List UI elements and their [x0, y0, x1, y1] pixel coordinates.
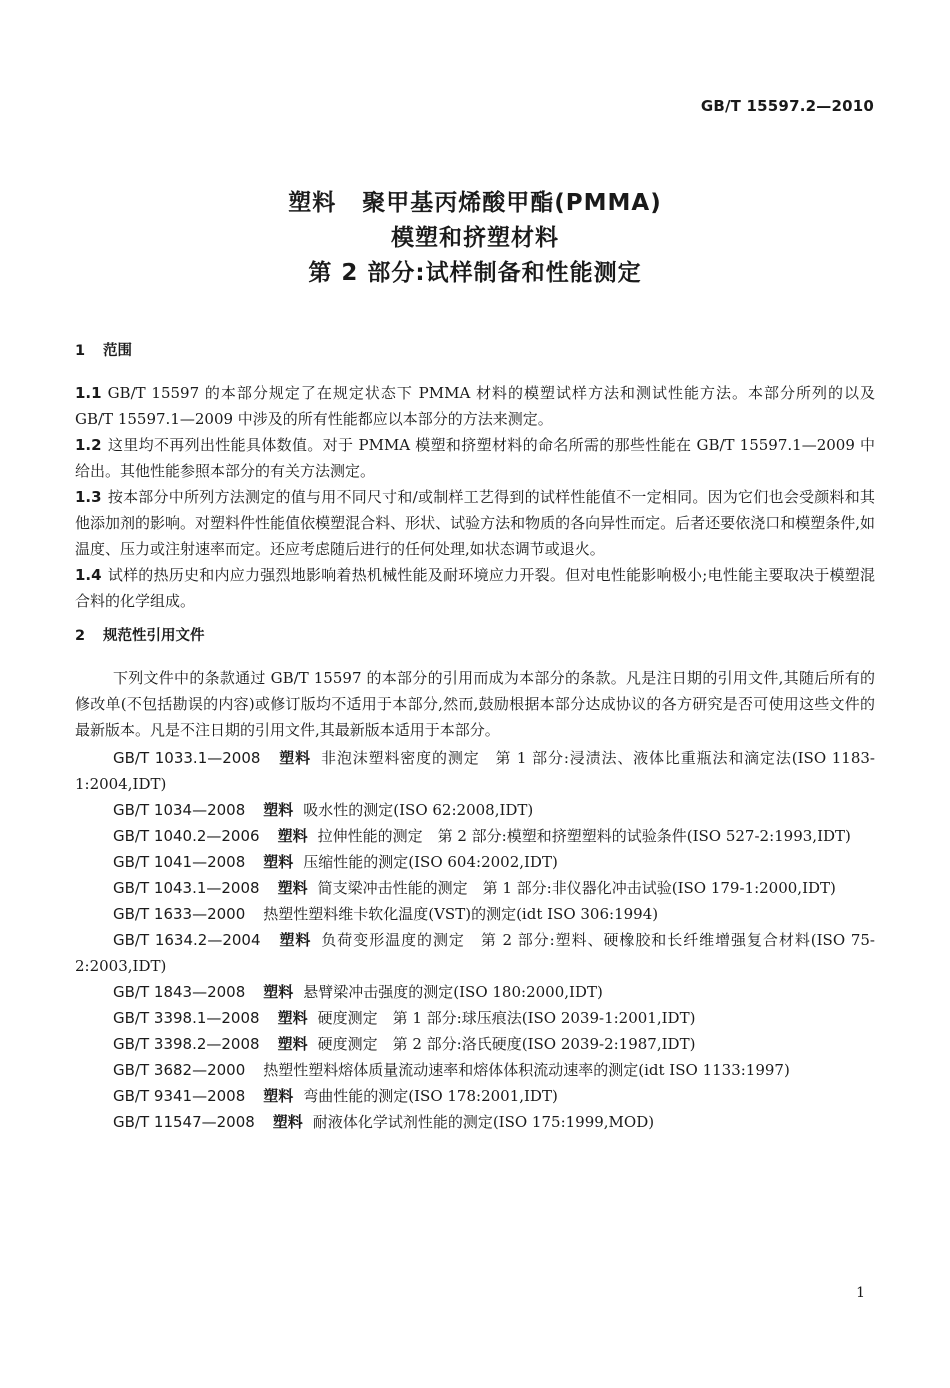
section-2-intro: 下列文件中的条款通过 GB/T 15597 的本部分的引用而成为本部分的条款。凡是注日期的引用文件,其随后所有的修改单(不包括勘误的内容)或修订版均不适用于本部分,然而,鼓励根据本部分达成协议的各方研究是否可使用这些文件的最新版本。凡是不注日期的引用文件,其最新版本适用于本部分。 [75, 669, 875, 739]
clause-1-2 [75, 432, 875, 484]
title-line-1-part-2: 聚甲基丙烯酸甲酯(PMMA) [362, 190, 662, 216]
reference-id: GB/T 11547—2008 [113, 1113, 255, 1131]
reference-item [75, 1005, 875, 1031]
reference-text: 弯曲性能的测定(ISO 178:2001,IDT) [303, 1087, 558, 1105]
reference-keyword: 塑料 [277, 879, 308, 897]
section-title: 规范性引用文件 [103, 628, 205, 644]
clause-number: 1.4 [75, 566, 102, 584]
reference-text: 压缩性能的测定(ISO 604:2002,IDT) [303, 853, 558, 871]
reference-text: 简支梁冲击性能的测定 第 1 部分:非仪器化冲击试验(ISO 179-1:2000,IDT) [317, 879, 836, 897]
reference-item [75, 849, 875, 875]
document-body [75, 337, 875, 1135]
reference-item [75, 875, 875, 901]
section-1-heading [75, 337, 875, 365]
reference-item [75, 823, 875, 849]
reference-id: GB/T 1043.1—2008 [113, 879, 260, 897]
clause-text: 试样的热历史和内应力强烈地影响着热机械性能及耐环境应力开裂。但对电性能影响极小;电性能主要取决于模塑混合料的化学组成。 [75, 566, 875, 610]
reference-text: 硬度测定 第 1 部分:球压痕法(ISO 2039-1:2001,IDT) [317, 1009, 696, 1027]
reference-text: 负荷变形温度的测定 第 2 部分:塑料、硬橡胶和长纤维增强复合材料(ISO 75-2:2003,IDT) [75, 931, 875, 975]
reference-text: 悬臂梁冲击强度的测定(ISO 180:2000,IDT) [303, 983, 603, 1001]
section-number: 1 [75, 343, 86, 359]
reference-id: GB/T 1843—2008 [113, 983, 246, 1001]
reference-id: GB/T 1634.2—2004 [113, 931, 261, 949]
clause-number: 1.1 [75, 384, 102, 402]
reference-text: 热塑性塑料熔体质量流动速率和熔体体积流动速率的测定(idt ISO 1133:1997) [263, 1061, 790, 1079]
reference-text: 吸水性的测定(ISO 62:2008,IDT) [303, 801, 534, 819]
reference-keyword: 塑料 [277, 1009, 308, 1027]
reference-text: 耐液体化学试剂性能的测定(ISO 175:1999,MOD) [312, 1113, 655, 1131]
reference-id: GB/T 1034—2008 [113, 801, 246, 819]
section-title: 范围 [103, 343, 132, 359]
title-line-1 [0, 186, 950, 221]
reference-text: 拉伸性能的测定 第 2 部分:模塑和挤塑塑料的试验条件(ISO 527-2:1993,IDT) [317, 827, 851, 845]
reference-id: GB/T 9341—2008 [113, 1087, 246, 1105]
reference-id: GB/T 3682—2000 [113, 1061, 246, 1079]
reference-id: GB/T 3398.2—2008 [113, 1035, 260, 1053]
reference-id: GB/T 1040.2—2006 [113, 827, 260, 845]
reference-keyword: 塑料 [263, 1087, 294, 1105]
reference-id: GB/T 1633—2000 [113, 905, 246, 923]
reference-item [75, 1057, 875, 1083]
title-line-2: 模塑和挤塑材料 [391, 225, 559, 251]
reference-keyword: 塑料 [263, 853, 294, 871]
reference-id: GB/T 1033.1—2008 [113, 749, 261, 767]
reference-text: 非泡沫塑料密度的测定 第 1 部分:浸渍法、液体比重瓶法和滴定法(ISO 1183-1:2004,IDT) [75, 749, 875, 793]
title-line-3: 第 2 部分:试样制备和性能测定 [308, 260, 642, 286]
clause-number: 1.2 [75, 436, 102, 454]
standard-number: GB/T 15597.2—2010 [700, 97, 874, 115]
section-2-heading [75, 622, 875, 650]
reference-keyword: 塑料 [278, 931, 312, 949]
reference-keyword: 塑料 [278, 749, 311, 767]
clause-text: 这里均不再列出性能具体数值。对于 PMMA 模塑和挤塑材料的命名所需的那些性能在 GB/T 15597.1—2009 中给出。其他性能参照本部分的有关方法测定。 [75, 436, 875, 480]
reference-item [75, 927, 875, 979]
reference-item [75, 745, 875, 797]
clause-1-4 [75, 562, 875, 614]
clause-1-1 [75, 380, 875, 432]
clause-text: GB/T 15597 的本部分规定了在规定状态下 PMMA 材料的模塑试样方法和测试性能方法。本部分所列的以及 GB/T 15597.1—2009 中涉及的所有性能都应以本部分的方法来测定。 [75, 384, 875, 428]
section-number: 2 [75, 628, 86, 644]
clause-number: 1.3 [75, 488, 102, 506]
reference-text: 热塑性塑料维卡软化温度(VST)的测定(idt ISO 306:1994) [263, 905, 659, 923]
reference-list [75, 745, 875, 1135]
reference-item [75, 1031, 875, 1057]
reference-item [75, 797, 875, 823]
reference-keyword: 塑料 [277, 827, 308, 845]
title-line-1-part-1: 塑料 [288, 190, 337, 216]
reference-text: 硬度测定 第 2 部分:洛氏硬度(ISO 2039-2:1987,IDT) [317, 1035, 696, 1053]
reference-keyword: 塑料 [277, 1035, 308, 1053]
page-number: 1 [856, 1285, 865, 1301]
reference-item [75, 979, 875, 1005]
clause-1-3 [75, 484, 875, 562]
reference-keyword: 塑料 [272, 1113, 303, 1131]
reference-id: GB/T 1041—2008 [113, 853, 246, 871]
reference-item [75, 901, 875, 927]
reference-item [75, 1083, 875, 1109]
reference-keyword: 塑料 [263, 801, 294, 819]
reference-item [75, 1109, 875, 1135]
reference-keyword: 塑料 [263, 983, 294, 1001]
clause-text: 按本部分中所列方法测定的值与用不同尺寸和/或制样工艺得到的试样性能值不一定相同。因为它们也会受颜料和其他添加剂的影响。对塑料件性能值依模塑混合料、形状、试验方法和物质的各向异性而定。后者还要依浇口和模塑条件,如温度、压力或注射速率而定。还应考虑随后进行的任何处理,如状态调节或退火。 [75, 488, 875, 558]
document-title [0, 186, 950, 291]
reference-id: GB/T 3398.1—2008 [113, 1009, 260, 1027]
